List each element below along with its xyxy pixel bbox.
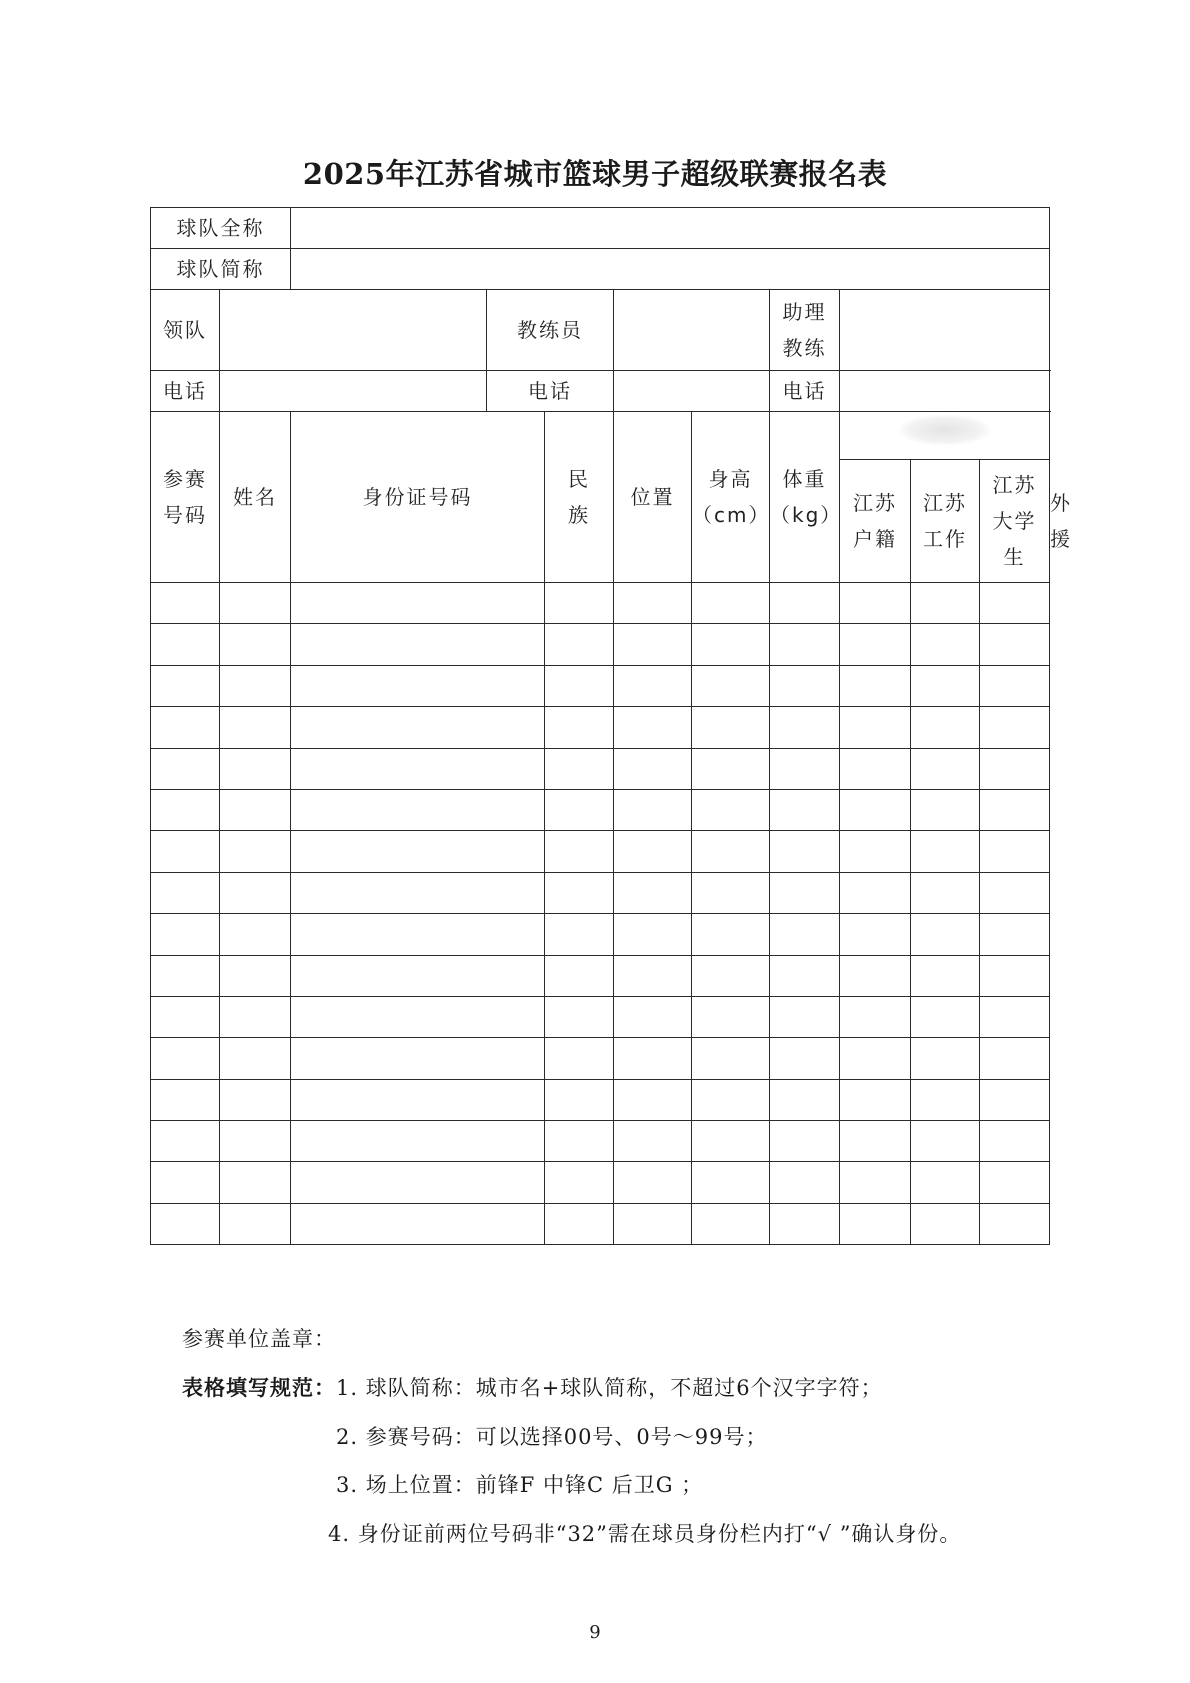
player-ethnicity-cell[interactable] [545, 583, 614, 624]
player-weight-cell[interactable] [770, 1038, 840, 1079]
col-jiangsu-hukou-header [840, 460, 911, 583]
player-row [151, 583, 1050, 624]
player-ethnicity-cell[interactable] [545, 914, 614, 955]
player-id-cell[interactable] [291, 1121, 545, 1162]
player-position-cell[interactable] [614, 1079, 692, 1120]
player-position-cell[interactable] [614, 872, 692, 913]
player-ethnicity-cell[interactable] [545, 1162, 614, 1203]
col-jiangsu-student-header-line: 生 [1003, 545, 1026, 569]
player-id-cell[interactable] [291, 1203, 545, 1244]
player-position-cell[interactable] [614, 831, 692, 872]
player-position-cell[interactable] [614, 789, 692, 830]
player-height-cell[interactable] [692, 872, 770, 913]
player-jiangsu-hukou-cell[interactable] [840, 1203, 911, 1244]
col-jiangsu-student-header-line: 大学 [992, 509, 1037, 533]
player-jiangsu-work-cell[interactable] [911, 1079, 980, 1120]
player-jiangsu-hukou-cell[interactable] [840, 872, 911, 913]
phone-row [151, 371, 1050, 412]
player-ethnicity-cell[interactable] [545, 872, 614, 913]
player-ethnicity-cell[interactable] [545, 789, 614, 830]
staff-row [151, 290, 1050, 371]
player-row [151, 1038, 1050, 1079]
player-weight-cell[interactable] [770, 996, 840, 1037]
col-jiangsu-hukou-header-line: 户籍 [853, 527, 897, 551]
leader-phone-field[interactable] [220, 371, 487, 412]
player-number-cell[interactable] [151, 1162, 220, 1203]
col-jiangsu-work-header [911, 460, 980, 583]
player-name-cell[interactable] [220, 831, 291, 872]
player-jiangsu-student-cell[interactable] [980, 996, 1050, 1037]
player-row [151, 831, 1050, 872]
player-number-cell[interactable] [151, 1121, 220, 1162]
player-name-cell[interactable] [220, 707, 291, 748]
player-height-cell[interactable] [692, 748, 770, 789]
header-row-bottom: 江苏 户籍 江苏 工作 江苏 大学 生 外 援 [151, 460, 1050, 583]
player-id-cell[interactable] [291, 914, 545, 955]
col-weight-header-line: （kg） [770, 503, 843, 527]
form-title: 2025年江苏省城市篮球男子超级联赛报名表 [302, 157, 888, 191]
player-position-cell[interactable] [614, 748, 692, 789]
player-jiangsu-work-cell[interactable] [911, 624, 980, 665]
player-id-cell[interactable] [291, 996, 545, 1037]
coach-phone-label: 电话 [487, 371, 614, 412]
player-position-cell[interactable] [614, 1121, 692, 1162]
player-jiangsu-hukou-cell[interactable] [840, 624, 911, 665]
player-id-cell[interactable] [291, 955, 545, 996]
assistant-phone-field[interactable] [840, 371, 1050, 412]
player-jiangsu-hukou-cell[interactable] [840, 583, 911, 624]
coach-phone-field[interactable] [614, 371, 770, 412]
rule-item: 4. 身份证前两位号码非“32”需在球员身份栏内打“√ ”确认身份。 [328, 1522, 962, 1546]
col-number-header [151, 412, 220, 583]
col-number-header-line: 号码 [163, 503, 207, 527]
player-name-cell[interactable] [220, 914, 291, 955]
assistant-phone-label: 电话 [770, 371, 840, 412]
player-height-cell[interactable] [692, 624, 770, 665]
player-position-cell[interactable] [614, 914, 692, 955]
col-position-header: 位置 [614, 412, 692, 583]
player-jiangsu-student-cell[interactable] [980, 665, 1050, 706]
player-row [151, 748, 1050, 789]
player-number-cell[interactable] [151, 748, 220, 789]
player-jiangsu-work-cell[interactable] [911, 872, 980, 913]
player-weight-cell[interactable] [770, 914, 840, 955]
player-weight-cell[interactable] [770, 1203, 840, 1244]
player-jiangsu-student-cell[interactable] [980, 748, 1050, 789]
player-position-cell[interactable] [614, 1038, 692, 1079]
player-jiangsu-work-cell[interactable] [911, 1121, 980, 1162]
col-weight-header-line: 体重 [782, 467, 827, 491]
player-ethnicity-cell[interactable] [545, 748, 614, 789]
player-row [151, 665, 1050, 706]
player-number-cell[interactable] [151, 872, 220, 913]
player-row [151, 1162, 1050, 1203]
player-id-cell[interactable] [291, 583, 545, 624]
player-jiangsu-hukou-cell[interactable] [840, 955, 911, 996]
col-height-header-line: 身高 [708, 467, 753, 491]
player-weight-cell[interactable] [770, 624, 840, 665]
player-number-cell[interactable] [151, 583, 220, 624]
player-position-cell[interactable] [614, 583, 692, 624]
player-id-cell[interactable] [291, 789, 545, 830]
player-height-cell[interactable] [692, 831, 770, 872]
player-position-cell[interactable] [614, 707, 692, 748]
player-row [151, 872, 1050, 913]
player-jiangsu-student-cell[interactable] [980, 789, 1050, 830]
player-jiangsu-student-cell[interactable] [980, 1038, 1050, 1079]
player-number-cell[interactable] [151, 624, 220, 665]
player-ethnicity-cell[interactable] [545, 955, 614, 996]
player-row [151, 914, 1050, 955]
header-row-top [151, 412, 1050, 460]
assistant-coach-field[interactable] [840, 290, 1050, 371]
player-number-cell[interactable] [151, 789, 220, 830]
player-height-cell[interactable] [692, 914, 770, 955]
player-name-cell[interactable] [220, 665, 291, 706]
player-jiangsu-work-cell[interactable] [911, 1038, 980, 1079]
player-jiangsu-hukou-cell[interactable] [840, 1162, 911, 1203]
player-height-cell[interactable] [692, 1162, 770, 1203]
player-id-cell[interactable] [291, 665, 545, 706]
leader-field[interactable] [220, 290, 487, 371]
player-jiangsu-student-cell[interactable] [980, 1162, 1050, 1203]
col-weight-header [770, 412, 843, 583]
player-number-cell[interactable] [151, 831, 220, 872]
player-ethnicity-cell[interactable] [545, 1203, 614, 1244]
player-name-cell[interactable] [220, 872, 291, 913]
player-ethnicity-cell[interactable] [545, 1121, 614, 1162]
player-ethnicity-cell[interactable] [545, 831, 614, 872]
player-height-cell[interactable] [692, 1079, 770, 1120]
player-jiangsu-work-cell[interactable] [911, 665, 980, 706]
player-name-cell[interactable] [220, 955, 291, 996]
coach-label: 教练员 [487, 290, 614, 371]
player-jiangsu-student-cell[interactable] [980, 624, 1050, 665]
player-weight-cell[interactable] [770, 955, 840, 996]
player-height-cell[interactable] [692, 955, 770, 996]
player-name-cell[interactable] [220, 1079, 291, 1120]
rules-heading: 表格填写规范： [182, 1376, 336, 1400]
player-jiangsu-student-cell[interactable] [980, 1121, 1050, 1162]
player-row [151, 624, 1050, 665]
player-number-cell[interactable] [151, 996, 220, 1037]
player-jiangsu-student-cell[interactable] [980, 872, 1050, 913]
team-full-name-field[interactable] [291, 208, 1050, 249]
player-jiangsu-work-cell[interactable] [911, 996, 980, 1037]
player-id-cell[interactable] [291, 1162, 545, 1203]
player-weight-cell[interactable] [770, 583, 840, 624]
player-number-cell[interactable] [151, 914, 220, 955]
player-name-cell[interactable] [220, 583, 291, 624]
player-name-cell[interactable] [220, 1121, 291, 1162]
leader-phone-label: 电话 [151, 371, 220, 412]
player-jiangsu-work-cell[interactable] [911, 789, 980, 830]
registration-form-table [150, 207, 1073, 1245]
player-ethnicity-cell[interactable] [545, 624, 614, 665]
player-jiangsu-student-cell[interactable] [980, 914, 1050, 955]
player-jiangsu-hukou-cell[interactable] [840, 1079, 911, 1120]
player-id-cell[interactable] [291, 707, 545, 748]
player-weight-cell[interactable] [770, 1162, 840, 1203]
player-ethnicity-cell[interactable] [545, 996, 614, 1037]
player-weight-cell[interactable] [770, 707, 840, 748]
player-id-cell[interactable] [291, 624, 545, 665]
col-ethnicity-header [545, 412, 614, 583]
col-jiangsu-student-header [980, 460, 1050, 583]
player-id-cell[interactable] [291, 1079, 545, 1120]
col-number-header-line: 参赛 [163, 467, 207, 491]
identity-group-header [840, 412, 1050, 460]
player-position-cell[interactable] [614, 996, 692, 1037]
player-position-cell[interactable] [614, 1203, 692, 1244]
player-id-cell[interactable] [291, 831, 545, 872]
player-height-cell[interactable] [692, 707, 770, 748]
player-row [151, 789, 1050, 830]
player-position-cell[interactable] [614, 624, 692, 665]
assistant-coach-label-line: 助理 [782, 300, 827, 324]
player-name-cell[interactable] [220, 1038, 291, 1079]
player-row [151, 707, 1050, 748]
col-height-header-line: （cm） [692, 503, 771, 527]
player-jiangsu-student-cell[interactable] [980, 1203, 1050, 1244]
player-jiangsu-student-cell[interactable] [980, 831, 1050, 872]
blurred-text [900, 415, 990, 445]
col-id-number-header: 身份证号码 [291, 412, 545, 583]
player-height-cell[interactable] [692, 583, 770, 624]
player-weight-cell[interactable] [770, 748, 840, 789]
player-weight-cell[interactable] [770, 831, 840, 872]
player-height-cell[interactable] [692, 665, 770, 706]
player-number-cell[interactable] [151, 1203, 220, 1244]
player-position-cell[interactable] [614, 665, 692, 706]
player-height-cell[interactable] [692, 1203, 770, 1244]
leader-label: 领队 [151, 290, 220, 371]
player-name-cell[interactable] [220, 624, 291, 665]
player-position-cell[interactable] [614, 955, 692, 996]
col-jiangsu-hukou-header-line: 江苏 [853, 491, 897, 515]
player-name-cell[interactable] [220, 748, 291, 789]
player-jiangsu-work-cell[interactable] [911, 1203, 980, 1244]
player-height-cell[interactable] [692, 1038, 770, 1079]
player-jiangsu-work-cell[interactable] [911, 707, 980, 748]
player-weight-cell[interactable] [770, 1079, 840, 1120]
player-ethnicity-cell[interactable] [545, 1038, 614, 1079]
player-number-cell[interactable] [151, 955, 220, 996]
rule-item: 1. 球队简称：城市名+球队简称，不超过6个汉字字符； [336, 1376, 883, 1400]
team-full-name-row [151, 208, 1050, 249]
col-ethnicity-header-line: 族 [568, 503, 590, 527]
coach-field[interactable] [614, 290, 770, 371]
player-jiangsu-work-cell[interactable] [911, 955, 980, 996]
player-row [151, 1079, 1050, 1120]
player-jiangsu-hukou-cell[interactable] [840, 914, 911, 955]
player-jiangsu-student-cell[interactable] [980, 1079, 1050, 1120]
player-id-cell[interactable] [291, 748, 545, 789]
player-jiangsu-hukou-cell[interactable] [840, 996, 911, 1037]
player-row [151, 955, 1050, 996]
col-ethnicity-header-line: 民 [568, 467, 590, 491]
player-jiangsu-hukou-cell[interactable] [840, 831, 911, 872]
player-height-cell[interactable] [692, 996, 770, 1037]
player-number-cell[interactable] [151, 1079, 220, 1120]
rule-item: 2. 参赛号码：可以选择00号、0号～99号； [336, 1425, 768, 1449]
player-position-cell[interactable] [614, 1162, 692, 1203]
player-weight-cell[interactable] [770, 1121, 840, 1162]
player-jiangsu-hukou-cell[interactable] [840, 748, 911, 789]
team-short-name-label: 球队简称 [151, 249, 291, 290]
player-ethnicity-cell[interactable] [545, 665, 614, 706]
player-row [151, 1203, 1050, 1244]
col-jiangsu-work-header-line: 江苏 [923, 491, 967, 515]
col-name-header: 姓名 [220, 412, 291, 583]
player-name-cell[interactable] [220, 996, 291, 1037]
player-weight-cell[interactable] [770, 665, 840, 706]
player-number-cell[interactable] [151, 1038, 220, 1079]
player-number-cell[interactable] [151, 707, 220, 748]
player-weight-cell[interactable] [770, 789, 840, 830]
page-number: 9 [589, 1622, 601, 1643]
player-jiangsu-student-cell[interactable] [980, 707, 1050, 748]
player-jiangsu-hukou-cell[interactable] [840, 1038, 911, 1079]
player-name-cell[interactable] [220, 1203, 291, 1244]
seal-label: 参赛单位盖章： [182, 1327, 336, 1351]
player-height-cell[interactable] [692, 789, 770, 830]
player-id-cell[interactable] [291, 1038, 545, 1079]
player-number-cell[interactable] [151, 665, 220, 706]
col-height-header [692, 412, 770, 583]
assistant-coach-label-line: 教练 [782, 336, 827, 360]
player-jiangsu-student-cell[interactable] [980, 955, 1050, 996]
assistant-coach-label [770, 290, 840, 371]
player-name-cell[interactable] [220, 789, 291, 830]
player-row [151, 1121, 1050, 1162]
player-jiangsu-work-cell[interactable] [911, 831, 980, 872]
player-row [151, 996, 1050, 1037]
player-jiangsu-hukou-cell[interactable] [840, 707, 911, 748]
player-jiangsu-student-cell[interactable] [980, 583, 1050, 624]
player-ethnicity-cell[interactable] [545, 1079, 614, 1120]
player-jiangsu-work-cell[interactable] [911, 583, 980, 624]
player-jiangsu-work-cell[interactable] [911, 1162, 980, 1203]
player-jiangsu-hukou-cell[interactable] [840, 1121, 911, 1162]
player-height-cell[interactable] [692, 1121, 770, 1162]
player-jiangsu-hukou-cell[interactable] [840, 789, 911, 830]
player-weight-cell[interactable] [770, 872, 840, 913]
player-name-cell[interactable] [220, 1162, 291, 1203]
rule-line-1 [182, 1372, 883, 1402]
team-full-name-label: 球队全称 [151, 208, 291, 249]
team-short-name-row [151, 249, 1050, 290]
player-id-cell[interactable] [291, 872, 545, 913]
player-ethnicity-cell[interactable] [545, 707, 614, 748]
rule-item: 3. 场上位置：前锋F 中锋C 后卫G ； [336, 1473, 704, 1497]
player-jiangsu-hukou-cell[interactable] [840, 665, 911, 706]
col-jiangsu-work-header-line: 工作 [923, 527, 967, 551]
col-jiangsu-student-header-line: 江苏 [992, 473, 1037, 497]
player-jiangsu-work-cell[interactable] [911, 748, 980, 789]
team-short-name-field[interactable] [291, 249, 1050, 290]
player-jiangsu-work-cell[interactable] [911, 914, 980, 955]
